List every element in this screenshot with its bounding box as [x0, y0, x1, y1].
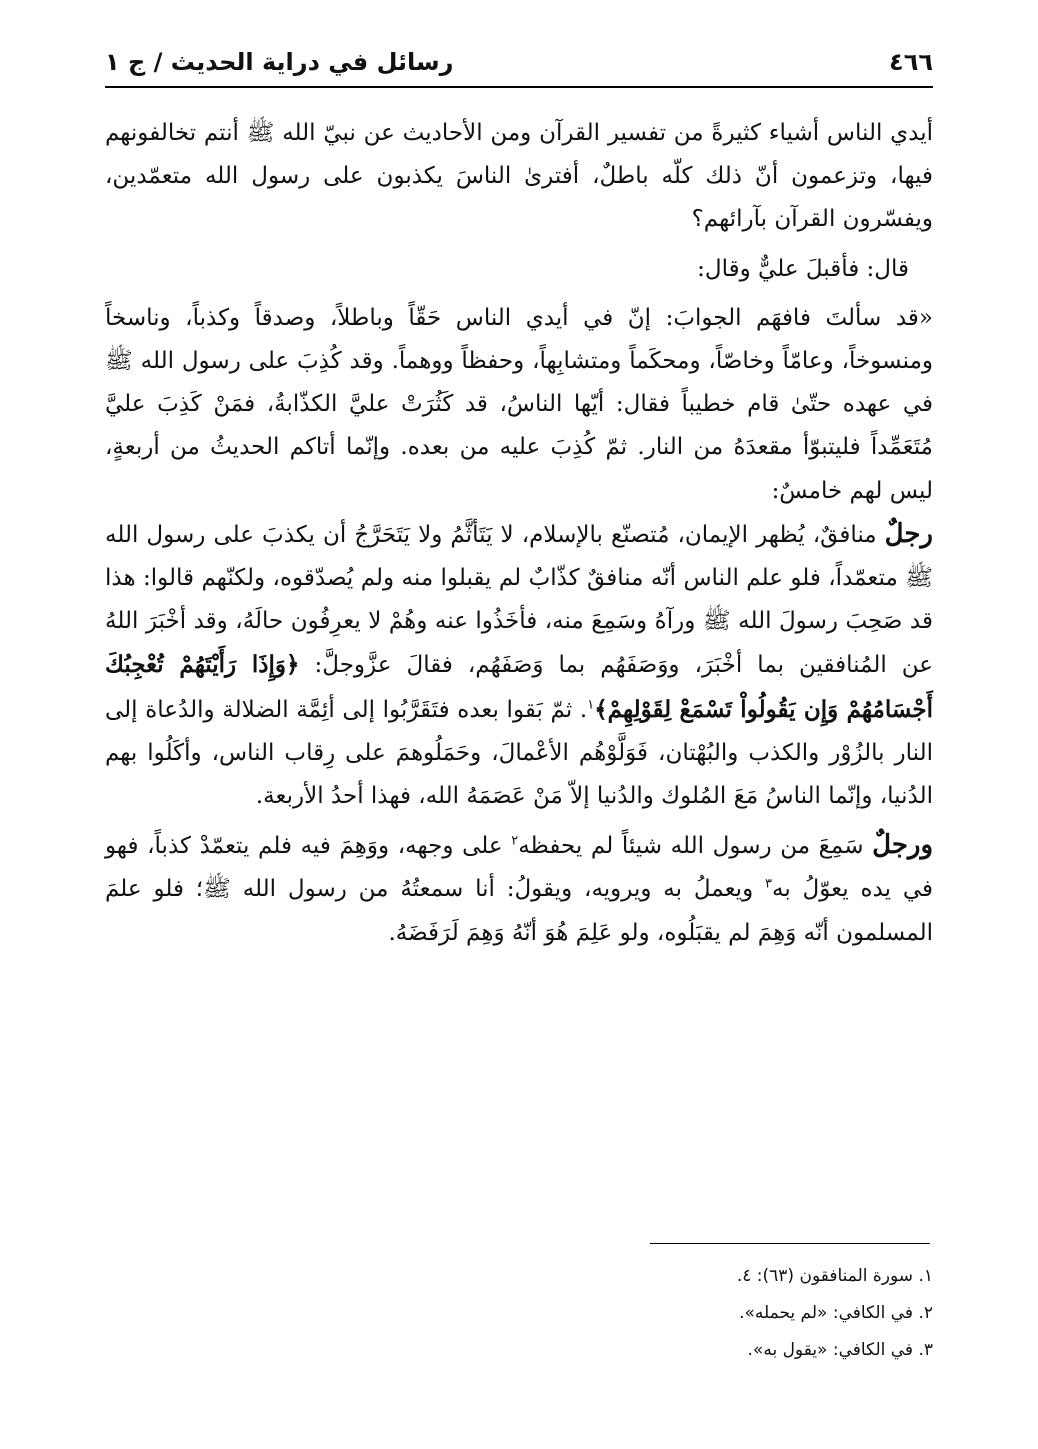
footnote-1: ١. سورة المنافقون (٦٣): ٤.: [736, 1266, 933, 1286]
paragraph-1: أيدي الناس أشياء كثيرةً من تفسير القرآن ومن الأحاديث عن نبيّ الله ﷺ أنتم تخالفونهم فيها، وتزعمون أنّ ذلك كلّه باطلٌ، أفترىٰ الناسَ يكذبون على رسول الله متعمّدين، ويفسّرون القرآن بآرائهم؟: [105, 120, 933, 233]
paragraph-2: قال: فأقبلَ عليٌّ وقال:: [697, 255, 909, 282]
paragraph-3: «قد سألتَ فافهَم الجوابَ: إنّ في أيدي الناس حَقّاً وباطلاً، وصدقاً وكذباً، وناسخاً ومنسوخاً، وعامّاً وخاصّاً، ومحكَماً ومتشابِهاً، وحفظاً ووهماً. وقد كُذِبَ على رسول الله ﷺ في عهده حتّىٰ قام خطيباً فقال: أيّها الناسُ، قد كَثُرَتْ عليَّ الكذّابةُ، فمَنْ كَذِبَ عليَّ مُتَعَمِّداً فليتبوّأ مقعدَهُ من النار. ثمّ كُذِبَ عليه من بعده. وإنّما أتاكم الحديثُ من أربعةٍ، ليس لهم خامسٌ:: [105, 304, 933, 504]
footnote-rule: [650, 1243, 930, 1244]
main-text: [105, 112, 933, 955]
lead-word: ورجلٌ: [872, 830, 934, 861]
lead-word: رجلٌ: [884, 518, 933, 549]
page-header: [105, 42, 933, 82]
paragraph-4-text-b: . ثمّ بَقوا بعده فتَقَرَّبُوا إلى أئِمَّة الضلالة والدُعاة إلى النار بالزُوْر والكذب والبُهْتان، فَوَلَّوْهُم الأعْمالَ، وحَمَلُوهمَ على رِقاب الناس، وأكَلُوا بهم الدُنيا، وإنّما الناسُ مَعَ المُلوك والدُنيا إلاّ مَنْ عَصَمَهُ الله، فهذا أحدُ الأربعة.: [105, 696, 933, 810]
footnote-3: ٣. في الكافي: «يقول به».: [747, 1340, 933, 1360]
page-number: ٤٦٦: [889, 48, 933, 76]
footnote-2: ٢. في الكافي: «لم يحمله».: [739, 1303, 933, 1323]
footnote-ref-1: ١: [587, 696, 595, 712]
paragraph-4: [105, 513, 933, 818]
header-rule: [105, 86, 933, 88]
footnotes: [105, 1258, 933, 1369]
paragraph-5-text-b: على وجهه، ووَهِمَ فيه فلم يتعمّدْ كذباً، فهو في يده يعوّلُ به: [105, 833, 933, 903]
paragraph-5-text-a: سَمِعَ من رسول الله شيئاً لم يحفظه: [518, 833, 873, 860]
running-title: رسائل في دراية الحديث / ج ١: [105, 48, 454, 76]
quran-verse: ﴿وَإِذَا رَأَيْتَهُمْ تُعْجِبُكَ أَجْسَامُهُمْ وَإِن يَقُولُواْ تَسْمَعْ لِقَوْلِهِمْ﴾: [105, 651, 933, 723]
paragraph-5-text-c: ويعملُ به ويرويه، ويقولُ: أنا سمعتُهُ من رسول الله ﷺ؛ فلو علمَ المسلمون أنّه وَهِمَ لم يقبَلُوه، ولو عَلِمَ هُوَ أنّهُ وَهِمَ لَرَفَضَهُ.: [105, 876, 933, 946]
footnote-ref-2: ٢: [511, 833, 519, 849]
paragraph-4-text-a: منافقٌ، يُظهر الإيمان، مُتصنّع بالإسلام، لا يَتَأثَّمُ ولا يَتَحَرَّجُ أن يكذبَ على رسول الله ﷺ متعمّداً، فلو علم الناس أنّه منافقٌ كذّابٌ لم يقبلوا منه ولم يُصدّقوه، ولكنّهم قالوا: هذا قد صَحِبَ رسولَ الله ﷺ ورآهُ وسَمِعَ منه، فأخَذُوا عنه وهُمْ لا يعرِفُون حالَهُ، وقد أخْبَرَ اللهُ عن المُنافقين بما أخْبَرَ، ووَصَفَهُم بما وَصَفَهُم، فقالَ عزَّوجلَّ:: [105, 521, 933, 679]
footnote-ref-3: ٣: [765, 876, 772, 892]
paragraph-5: [105, 824, 933, 955]
